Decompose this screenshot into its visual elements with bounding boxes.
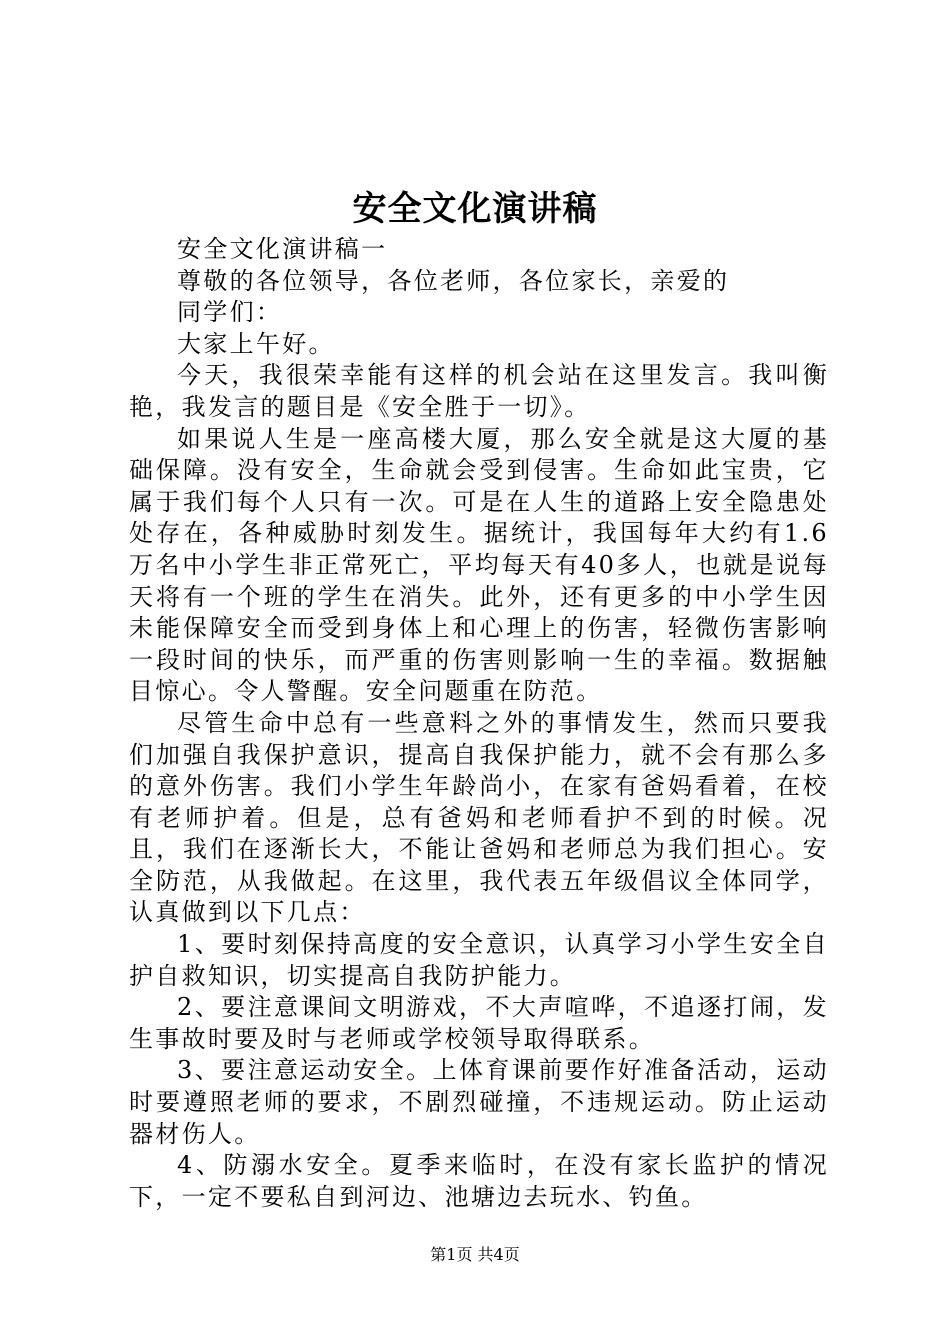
list-item-2: 2、要注意课间文明游戏，不大声喧哗，不追逐打闹，发生事故时要及时与老师或学校领导取得联系。 [129,993,829,1053]
list-item-4: 4、防溺水安全。夏季来临时，在没有家长监护的情况下，一定不要私自到河边、池塘边去玩水、钓鱼。 [129,1151,829,1211]
salutation-line: 尊敬的各位领导，各位老师，各位家长，亲爱的 [177,266,730,295]
salutation-line-continued: 同学们： [177,298,283,327]
greeting: 大家上午好。 [177,329,335,358]
list-item-1: 1、要时刻保持高度的安全意识，认真学习小学生安全自护自救知识，切实提高自我防护能力。 [129,930,829,990]
document-body [129,234,829,1213]
paragraph-intro: 今天，我很荣幸能有这样的机会站在这里发言。我叫衡艳，我发言的题目是《安全胜于一切》。 [129,361,829,421]
document-title: 安全文化演讲稿 [352,189,598,229]
page-number-footer: 第1页 共4页 [430,1245,520,1264]
paragraph-self-protection: 尽管生命中总有一些意料之外的事情发生，然而只要我们加强自我保护意识，提高自我保护能力，就不会有那么多的意外伤害。我们小学生年龄尚小，在家有爸妈看着，在校有老师护着。但是，总有爸妈和老师看护不到的时候。况且，我们在逐渐长大，不能让爸妈和老师总为我们担心。安全防范，从我做起。在这里，我代表五年级倡议全体同学，认真做到以下几点： [129,708,829,927]
paragraph-safety-foundation: 如果说人生是一座高楼大厦，那么安全就是这大厦的基础保障。没有安全，生命就会受到侵害。生命如此宝贵，它属于我们每个人只有一次。可是在人生的道路上安全隐患处处存在，各种威胁时刻发生。据统计，我国每年大约有1.6万名中小学生非正常死亡，平均每天有40多人，也就是说每天将有一个班的学生在消失。此外，还有更多的中小学生因未能保障安全而受到身体上和心理上的伤害，轻微伤害影响一段时间的快乐，而严重的伤害则影响一生的幸福。数据触目惊心。令人警醒。安全问题重在防范。 [129,424,829,706]
section-heading: 安全文化演讲稿一 [177,235,388,263]
list-item-3: 3、要注意运动安全。上体育课前要作好准备活动，运动时要遵照老师的要求，不剧烈碰撞，不违规运动。防止运动器材伤人。 [129,1056,829,1148]
